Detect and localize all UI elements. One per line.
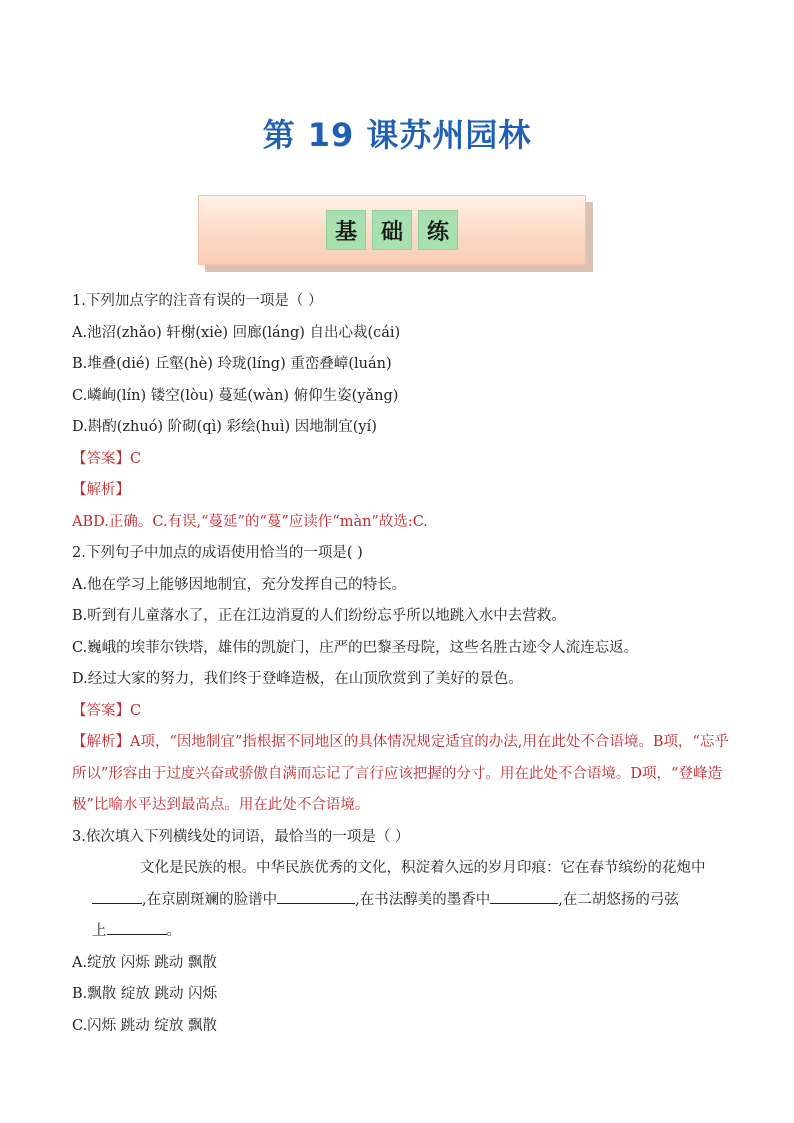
q1-answer [72,444,742,476]
exercise-content [72,286,742,1042]
q2-analysis [72,727,742,822]
passage-text-1: 文化是民族的根。中华民族优秀的文化，积淀着久远的岁月印痕：它在春节缤纷的花炮中 [140,860,706,876]
answer-tag: 【答案】 [72,702,130,719]
q2-option-a: A.他在学习上能够因地制宜，充分发挥自己的特长。 [72,576,407,593]
analysis-tag: 【解析】 [72,482,130,498]
q1-stem: 1.下列加点字的注音有误的一项是（ ） [72,293,323,309]
passage-text-4: ,在二胡悠扬的弓弦 [558,891,679,908]
q1-option-c: C.嶙峋(lín) 镂空(lòu) 蔓延(wàn) 俯仰生姿(yǎng) [72,387,399,404]
passage-end: 。 [166,923,181,939]
q1-option-a: A.池沼(zhǎo) 轩榭(xiè) 回廊(láng) 自出心裁(cái) [72,324,401,341]
q2-option-c: C.巍峨的埃菲尔铁塔，雄伟的凯旋门，庄严的巴黎圣母院，这些名胜古迹令人流连忘返。 [72,639,639,656]
page-title: 第 19 课苏州园林 [262,116,532,154]
answer-tag: 【答案】 [72,450,130,467]
q3-option-c: C.闪烁 跳动 绽放 飘散 [72,1017,218,1034]
banner-char-3: 练 [418,210,458,250]
q3-option-b: B.飘散 绽放 跳动 闪烁 [72,986,218,1002]
passage-text-5: 上 [92,923,107,939]
banner-char-2: 础 [372,210,412,250]
q1-analysis: ABD.正确。C.有误,“蔓延”的“蔓”应读作“màn”故选:C. [72,513,428,530]
q1-option-d: D.斟酌(zhuó) 阶砌(qì) 彩绘(huì) 因地制宜(yí) [72,419,377,435]
q2-stem: 2.下列句子中加点的成语使用恰当的一项是( ) [72,545,363,561]
blank-2 [277,887,355,904]
blank-3 [490,887,558,904]
analysis-text: A项，“因地制宜”指根据不同地区的具体情况规定适宜的办法,用在此处不合语境。B项，“忘乎所以”形容由于过度兴奋或骄傲自满而忘记了言行应该把握的分寸。用在此处不合语境。D项，“登峰造极”比喻水平达到最高点。用在此处不合语境。 [72,734,729,813]
passage-text-2: ,在京剧斑斓的脸谱中 [142,891,278,908]
q2-option-b: B.听到有儿童落水了，正在江边消夏的人们纷纷忘乎所以地跳入水中去营救。 [72,608,566,624]
q1-analysis-tag [72,475,742,507]
blank-1 [92,887,142,904]
section-banner [198,195,586,265]
answer-value: C [130,450,142,467]
q3-option-a: A.绽放 闪烁 跳动 飘散 [72,954,217,971]
q3-passage [72,853,742,948]
passage-text-3: ,在书法醇美的墨香中 [355,891,491,908]
q2-answer [72,696,742,728]
answer-value: C [130,702,142,719]
q1-option-b: B.堆叠(dié) 丘壑(hè) 玲珑(líng) 重峦叠嶂(luán) [72,356,392,372]
analysis-tag: 【解析】 [72,734,130,750]
q3-stem: 3.依次填入下列横线处的词语，最恰当的一项是（ ） [72,828,410,845]
blank-4 [107,918,167,935]
banner-char-1: 基 [326,210,366,250]
q2-option-d: D.经过大家的努力，我们终于登峰造极，在山顶欣赏到了美好的景色。 [72,671,523,687]
